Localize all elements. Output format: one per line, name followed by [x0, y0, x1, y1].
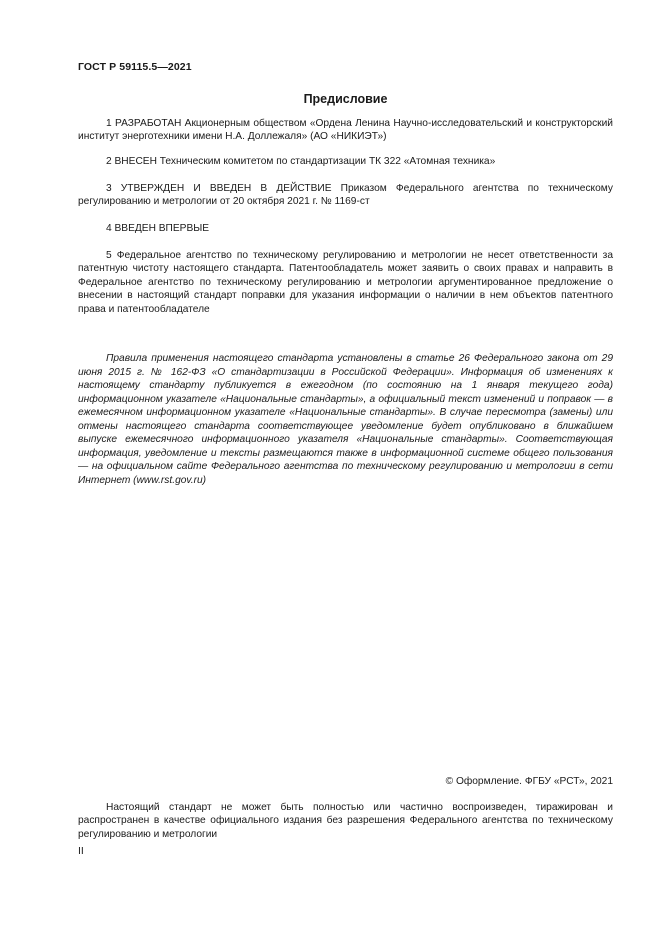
paragraph-first-introduced: 4 ВВЕДЕН ВПЕРВЫЕ	[106, 223, 210, 234]
paragraph-introduced-by: 2 ВНЕСЕН Техническим комитетом по стандартизации ТК 322 «Атомная техника»	[106, 156, 496, 167]
reproduction-notice: Настоящий стандарт не может быть полностью или частично воспроизведен, тиражирован и распространен в качестве официального издания без разрешения Федерального агентства по техническому регулированию и метрологии	[78, 802, 613, 840]
paragraph-patent-notice: 5 Федеральное агентство по техническому регулированию и метрологии не несет ответственности за патентную чистоту настоящего стандарта. Патентообладатель может заявить о своих правах и направить в Федеральное агентство по техническому регулированию и метрологии аргументированное предложение о внесении в настоящий стандарт поправки для указания информации о наличии в нем объектов патентного права и патентообладателе	[78, 250, 613, 315]
page-title: Предисловие	[303, 92, 388, 106]
page-number: II	[78, 845, 84, 857]
application-rules-note: Правила применения настоящего стандарта установлены в статье 26 Федерального закона от 29 июня 2015 г. № 162-ФЗ «О стандартизации в Российской Федерации». Информация об изменениях к настоящему стандарту публикуется в ежегодном (по состоянию на 1 января текущего года) информационном указателе «Национальные стандарты», а официальный текст изменений и поправок — в ежемесячном информационном указателе «Национальные стандарты». В случае пересмотра (замены) или отмены настоящего стандарта соответствующее уведомление будет опубликовано в ближайшем выпуске ежемесячного информационного указателя «Национальные стандарты». Соответствующая информация, уведомление и тексты размещаются также в информационной системе общего пользования — на официальном сайте Федерального агентства по техническому регулированию и метрологии в сети Интернет (www.rst.gov.ru)	[78, 353, 613, 486]
copyright-notice: © Оформление. ФГБУ «РСТ», 2021	[445, 776, 613, 787]
paragraph-developed-by: 1 РАЗРАБОТАН Акционерным обществом «Ордена Ленина Научно-исследовательский и конструкторский институт энерготехники имени Н.А. Доллежаля» (АО «НИКИЭТ»)	[78, 118, 613, 143]
standard-code: ГОСТ Р 59115.5—2021	[78, 61, 192, 73]
paragraph-approved: 3 УТВЕРЖДЕН И ВВЕДЕН В ДЕЙСТВИЕ Приказом Федерального агентства по техническому регулированию и метрологии от 20 октября 2021 г. № 1169-ст	[78, 183, 613, 208]
